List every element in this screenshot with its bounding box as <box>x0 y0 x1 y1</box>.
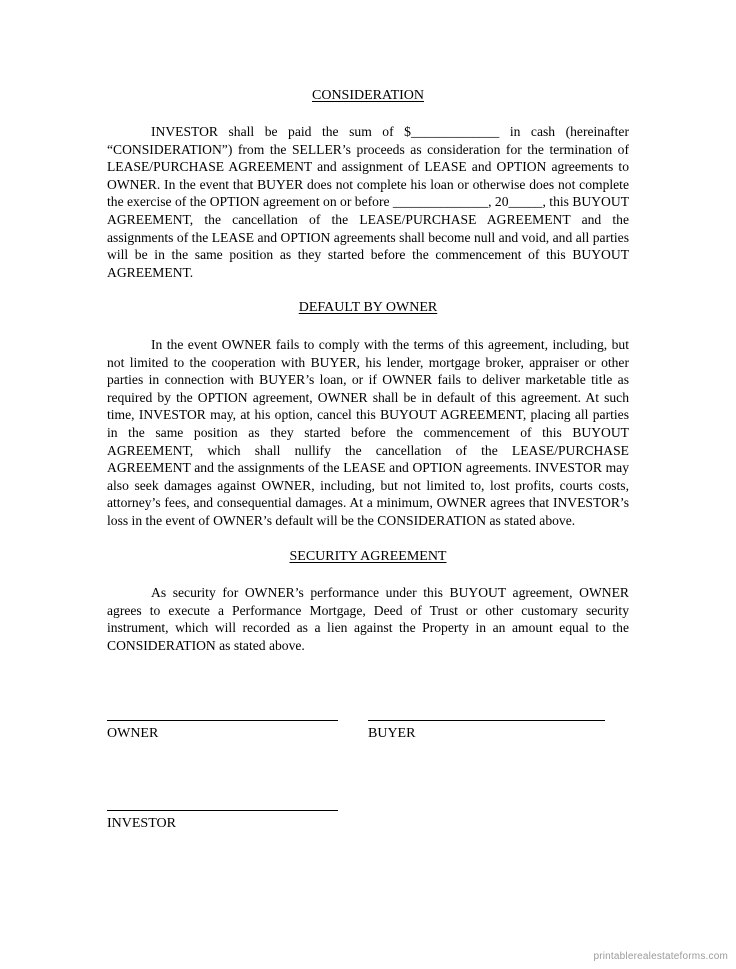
buyer-signature-label: BUYER <box>368 726 416 741</box>
default-by-owner-paragraph: In the event OWNER fails to comply with the terms of this agreement, including, but not limited to the cooperation with BUYER, his lender, mortgage broker, appraiser or other parties in connection with BUYER’s loan, or if OWNER fails to deliver marketable title as required by the OPTION agreement, OWNER shall be in default of this agreement. At such time, INVESTOR may, at his option, cancel this BUYOUT AGREEMENT, placing all parties in the same position as they started before the commencement of this BUYOUT AGREEMENT, which shall nullify the cancellation of the LEASE/PURCHASE AGREEMENT and the assignments of the LEASE and OPTION agreements. INVESTOR may also seek damages against OWNER, including, but not limited to, lost profits, courts costs, attorney’s fees, and consequential damages. At a minimum, OWNER agrees that INVESTOR’s loss in the event of OWNER’s default will be the CONSIDERATION as stated above. <box>107 337 629 528</box>
security-agreement-heading <box>0 549 736 565</box>
owner-signature-label: OWNER <box>107 726 159 741</box>
owner-signature-line[interactable] <box>107 720 338 721</box>
security-agreement-paragraph: As security for OWNER’s performance under this BUYOUT agreement, OWNER agrees to execute a Performance Mortgage, Deed of Trust or other customary security instrument, which will recorded as a lien against the Property in an amount equal to the CONSIDERATION as stated above. <box>107 585 629 653</box>
default-by-owner-heading-text: DEFAULT BY OWNER <box>298 300 438 315</box>
buyer-signature-line[interactable] <box>368 720 605 721</box>
default-by-owner-heading <box>0 300 736 316</box>
footer-watermark: printablerealestateforms.com <box>593 951 728 962</box>
consideration-paragraph: INVESTOR shall be paid the sum of $_____________ in cash (hereinafter “CONSIDERATION”) from the SELLER’s proceeds as consideration for the termination of LEASE/PURCHASE AGREEMENT and assignment of LEASE and OPTION agreements to OWNER. In the event that BUYER does not complete his loan or otherwise does not complete the exercise of the OPTION agreement on or before ______________, 20_____, this BUYOUT AGREEMENT, the cancellation of the LEASE/PURCHASE AGREEMENT and the assignments of the LEASE and OPTION agreements shall become null and void, and all parties will be in the same position as they started before the commencement of this BUYOUT AGREEMENT. <box>107 124 629 280</box>
investor-signature-line[interactable] <box>107 810 338 811</box>
consideration-heading-text: CONSIDERATION <box>312 88 424 103</box>
security-agreement-heading-text: SECURITY AGREEMENT <box>289 549 447 564</box>
investor-signature-label: INVESTOR <box>107 816 176 831</box>
consideration-heading <box>0 88 736 104</box>
